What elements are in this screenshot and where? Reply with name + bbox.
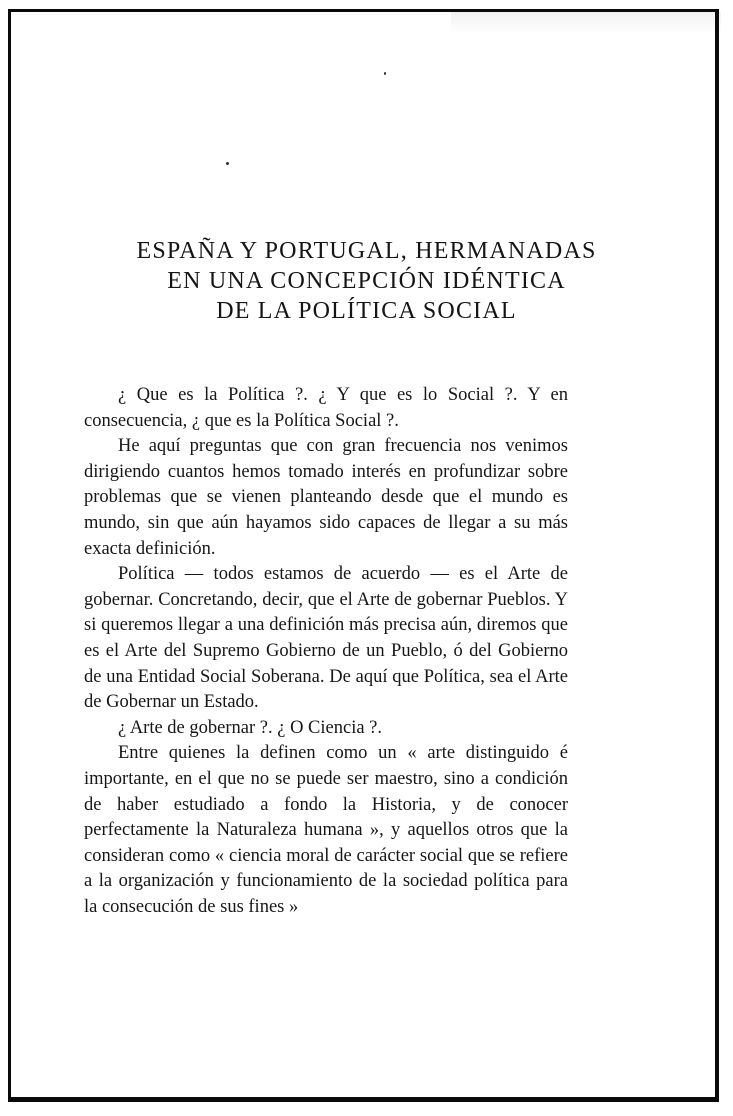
- paragraph: He aquí preguntas que con gran frecuencia nos venimos dirigiendo cuantos hemos tomado interés en profundizar sobre problemas que se vienen planteando desde que el mundo es mundo, sin que aún hayamos sido capaces de llegar a su más exacta definición.: [84, 436, 568, 559]
- body-text: [84, 383, 568, 920]
- scan-speck: [226, 162, 229, 165]
- paragraph: Política — todos estamos de acuerdo — es el Arte de gobernar. Concretando, decir, que el Arte de gobernar Pueblos. Y si queremos llegar a una definición más precisa aún, diremos que es el Arte del Supremo Gobierno de un Pueblo, ó del Gobierno de una Entidad Social Soberana. De aquí que Política, sea el Arte de Gobernar un Estado.: [84, 564, 568, 713]
- paragraph: ¿ Que es la Política ?. ¿ Y que es lo Social ?. Y en consecuencia, ¿ que es la Política Social ?.: [84, 385, 568, 431]
- title-line-2: EN UNA CONCEPCIÓN IDÉNTICA: [167, 268, 566, 294]
- title-line-1: ESPAÑA Y PORTUGAL, HERMANADAS: [136, 238, 597, 264]
- title-line-3: DE LA POLÍTICA SOCIAL: [216, 298, 517, 324]
- scan-shadow: [451, 12, 721, 34]
- scan-speck: [384, 72, 386, 75]
- paragraph: ¿ Arte de gobernar ?. ¿ O Ciencia ?.: [118, 717, 383, 738]
- chapter-title: [0, 236, 733, 326]
- paragraph: Entre quienes la definen como un « arte distinguido é importante, en el que no se puede ser maestro, sino a condición de haber estudiado a fondo la Historia, y de conocer perfectamente la Naturaleza humana », y aquellos otros que la consideran como « ciencia moral de carácter social que se refiere a la organización y funcionamiento de la sociedad política para la consecución de sus fines »: [84, 743, 568, 917]
